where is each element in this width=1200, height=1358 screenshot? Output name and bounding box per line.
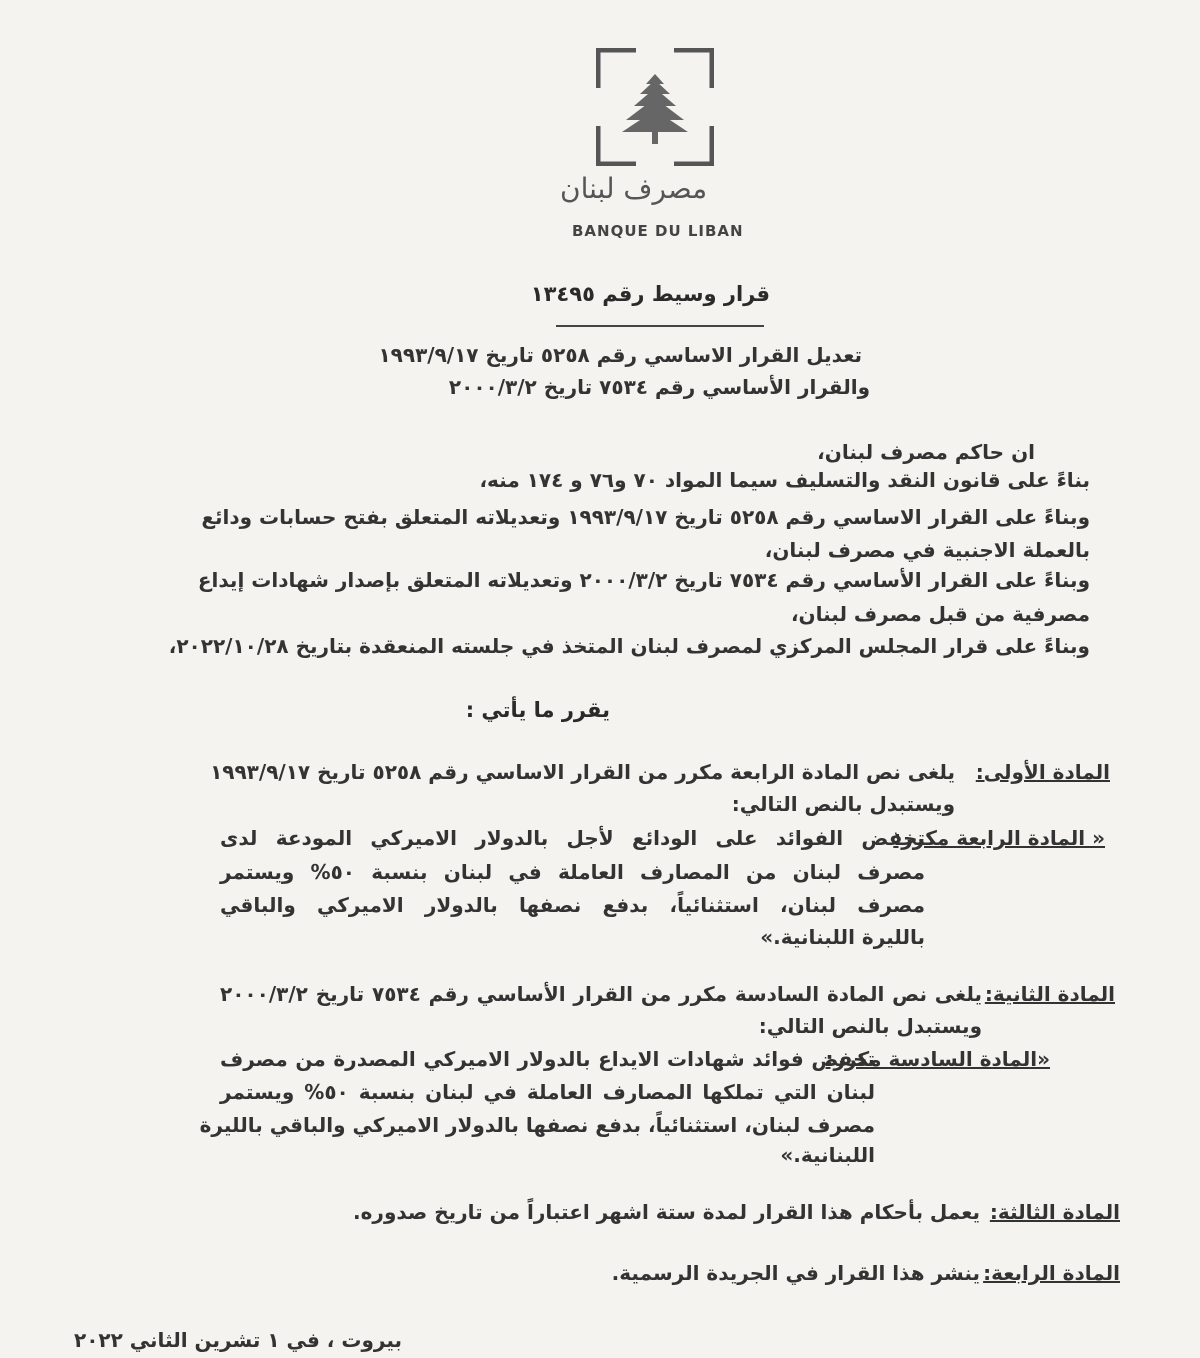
article1-label: المادة الأولى: [975,760,1110,784]
article2-quote-label: «المادة السادسة مكرر: [825,1047,1050,1071]
article3-label: المادة الثالثة: [989,1200,1120,1224]
article2-quote: اللبنانية.» [780,1143,875,1167]
preamble-line: بالعملة الاجنبية في مصرف لبنان، [764,538,1090,562]
place-date: بيروت ، في ١ تشرين الثاني ٢٠٢٢ [74,1328,402,1352]
cedar-tree-icon [596,48,714,166]
title-divider [556,325,764,327]
article1-quote: تخفض الفوائد على الودائع لأجل بالدولار الاميركي المودعة لدى [220,826,925,850]
article2-quote: مصرف لبنان، استثنائياً، بدفع نصفها بالدولار الاميركي والباقي بالليرة [199,1113,875,1137]
article2-text: ويستبدل بالنص التالي: [758,1014,982,1038]
article1-text: ويستبدل بالنص التالي: [731,792,955,816]
article1-quote: مصرف لبنان من المصارف العاملة في لبنان بنسبة ٥٠% ويستمر [220,860,925,884]
preamble-line: مصرفية من قبل مصرف لبنان، [790,602,1090,626]
preamble-line: وبناءً على القرار الأساسي رقم ٧٥٣٤ تاريخ ٢٠٠٠/٣/٢ وتعديلاته المتعلق بإصدار شهادات إيداع [197,568,1090,592]
article3-text: يعمل بأحكام هذا القرار لمدة ستة اشهر اعتباراً من تاريخ صدوره. [353,1200,980,1224]
decision-title: قرار وسيط رقم ١٣٤٩٥ [530,282,770,306]
article4-text: ينشر هذا القرار في الجريدة الرسمية. [611,1261,980,1285]
article2-quote: لبنان التي تملكها المصارف العاملة في لبنان بنسبة ٥٠% ويستمر [220,1080,875,1104]
article2-label: المادة الثانية: [984,982,1115,1006]
article1-quote: بالليرة اللبنانية.» [760,925,925,949]
article4-label: المادة الرابعة: [983,1261,1120,1285]
bank-name-arabic: مصرف لبنان [560,172,708,205]
preamble-line: ان حاكم مصرف لبنان، [817,440,1035,464]
subject-line-2: والقرار الأساسي رقم ٧٥٣٤ تاريخ ٢٠٠٠/٣/٢ [448,375,870,399]
bank-name-french: BANQUE DU LIBAN [572,222,744,240]
preamble-line: بناءً على قانون النقد والتسليف سيما المواد ٧٠ و٧٦ و ١٧٤ منه، [479,468,1090,492]
article1-quote-label: « المادة الرابعة مكرر: [893,826,1105,850]
article2-quote: تخفض فوائد شهادات الايداع بالدولار الاميركي المصدرة من مصرف [220,1047,875,1071]
article1-text: يلغى نص المادة الرابعة مكرر من القرار الاساسي رقم ٥٢٥٨ تاريخ ١٩٩٣/٩/١٧ [210,760,955,784]
decides-heading: يقرر ما يأتي : [465,698,610,722]
subject-line-1: تعديل القرار الاساسي رقم ٥٢٥٨ تاريخ ١٩٩٣/٩/١٧ [378,343,862,367]
preamble-line: وبناءً على القرار الاساسي رقم ٥٢٥٨ تاريخ ١٩٩٣/٩/١٧ وتعديلاته المتعلق بفتح حسابات ودائع [201,505,1090,529]
article2-text: يلغى نص المادة السادسة مكرر من القرار الأساسي رقم ٧٥٣٤ تاريخ ٢٠٠٠/٣/٢ [220,982,982,1006]
preamble-line: وبناءً على قرار المجلس المركزي لمصرف لبنان المتخذ في جلسته المنعقدة بتاريخ ٢٠٢٢/١٠/٢٨، [168,634,1090,658]
article1-quote: مصرف لبنان، استثنائياً، بدفع نصفها بالدولار الاميركي والباقي [220,893,925,917]
